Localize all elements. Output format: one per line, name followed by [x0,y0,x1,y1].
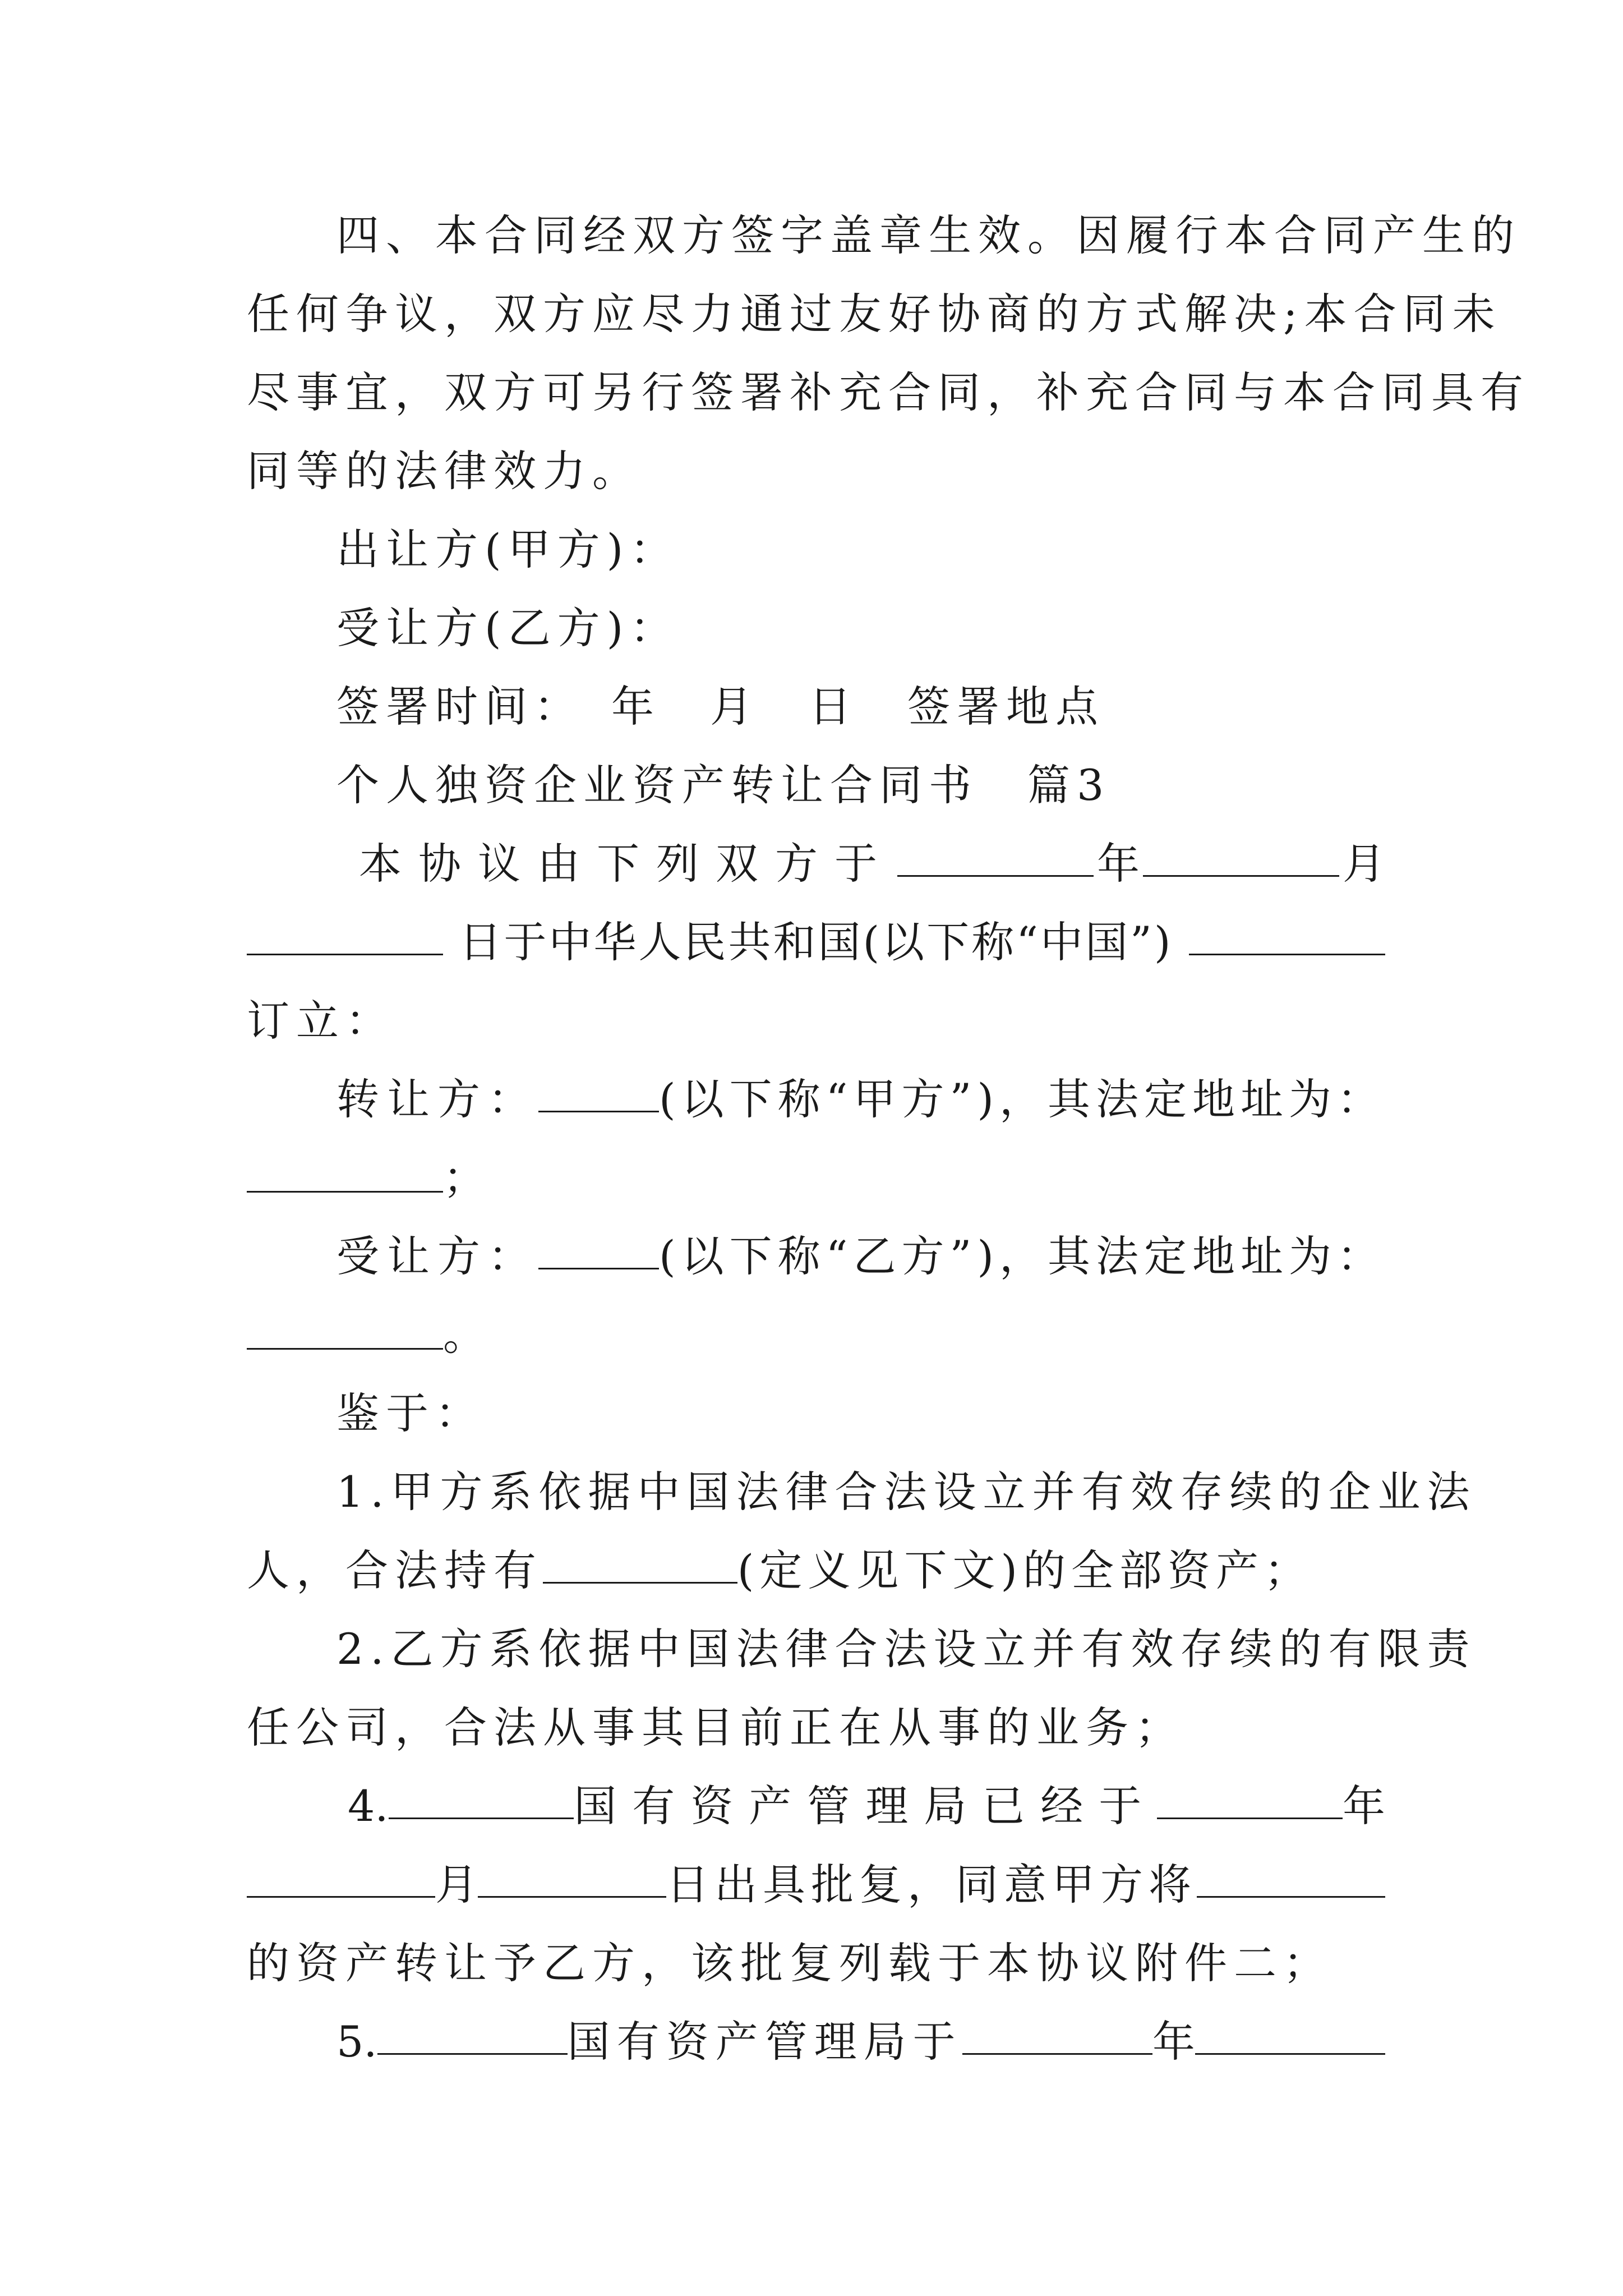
item4-year: 年 [1342,1781,1385,1831]
item4-day-blank [478,1857,666,1898]
sign-time-line: 签署时间： 年 月 日 签署地点 [336,682,1105,731]
whereas-item1-line1: 1.甲方系依据中国法律合法设立并有效存续的企业法 [336,1467,1477,1517]
item5-month-blank [1195,2014,1385,2055]
transferor-address-line [247,1150,1385,1206]
intro-text2: 日于中华人民共和国(以下称“中国”) [459,917,1173,967]
whereas-item1-line2 [247,1543,1312,1599]
transferee-label: 受让方： [336,1231,538,1281]
item5-year-blank [962,2014,1152,2055]
transferee-signature: 受让方(乙方)： [336,603,680,653]
place-blank [1189,914,1385,955]
whereas-item2-line1: 2.乙方系依据中国法律合法设立并有效存续的有限责 [336,1624,1477,1674]
transferee-address-line [247,1307,1385,1363]
section-title: 个人独资企业资产转让合同书 篇3 [336,760,1111,810]
item4-num: 4. [348,1781,389,1831]
item5-bureau-blank [377,2014,568,2055]
item5-year: 年 [1152,2017,1195,2067]
item5-text: 国有资产管理局于 [567,2017,962,2067]
date-day-blank [247,914,443,955]
clause4-line2: 任何争议，双方应尽力通过友好协商的方式解决;本合同未 [247,289,1502,339]
item4-month: 月 [435,1860,478,1910]
transferee-party-line [336,1228,1385,1285]
item1-text-a: 人，合法持有 [247,1545,543,1595]
clause4-line3: 尽事宜，双方可另行签署补充合同，补充合同与本合同具有 [247,367,1530,417]
transferor-signature: 出让方(甲方)： [336,524,680,574]
item4-asset-blank [1197,1857,1385,1898]
transferee-rest: (以下称“乙方”)，其法定地址为： [658,1231,1385,1281]
item4-text2: 日出具批复，同意甲方将 [666,1860,1197,1910]
transferor-party-line [336,1071,1385,1128]
transferor-end: ； [443,1153,492,1203]
whereas-item4-line2 [247,1857,1385,1913]
intro-line2 [247,914,1385,970]
transferor-address-blank [247,1152,443,1193]
item1-asset-blank [543,1543,737,1584]
transferee-name-blank [538,1228,659,1269]
whereas-item2-line2: 任公司，合法从事其目前正在从事的业务； [247,1703,1184,1752]
date-year-blank [897,836,1094,877]
transferor-name-blank [538,1071,659,1112]
intro-month: 月 [1343,839,1385,889]
item5-num: 5. [336,2017,377,2067]
transferee-end: 。 [443,1310,492,1360]
whereas-item5-line1 [336,2014,1385,2070]
whereas-title: 鉴于： [336,1388,485,1438]
intro-line3: 订立： [247,996,395,1046]
clause4-line4: 同等的法律效力。 [247,446,642,496]
transferor-rest: (以下称“甲方”)，其法定地址为： [658,1074,1385,1124]
intro-text1: 本协议由下列双方于 [359,839,894,889]
whereas-item4-line3: 的资产转让予乙方，该批复列载于本协议附件二； [247,1938,1332,1988]
item4-year-blank [1157,1778,1343,1819]
transferor-label: 转让方： [336,1074,538,1124]
clause4-line1: 四、本合同经双方签字盖章生效。因履行本合同产生的 [336,210,1521,260]
intro-line1 [359,836,1385,892]
item4-text: 国有资产管理局已经于 [574,1781,1158,1831]
item4-bureau-blank [389,1778,574,1819]
transferee-address-blank [247,1309,443,1350]
date-month-blank [1143,836,1339,877]
item1-text-b: (定义见下文)的全部资产； [737,1545,1312,1595]
item4-month-value-blank [247,1857,435,1898]
whereas-item4-line1 [348,1778,1385,1834]
intro-year: 年 [1097,839,1140,889]
